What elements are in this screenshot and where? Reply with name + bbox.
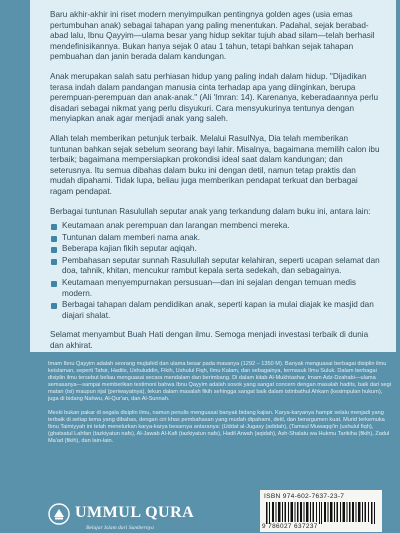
- synopsis-panel: [30, 0, 396, 352]
- publisher-name: UMMUL QURA: [75, 504, 195, 521]
- intro-paragraph-1: Baru akhir-akhir ini riset modern menyimpulkan pentingnya golden ages (usia emas pertumbuhan anak) sebagai tahapan yang paling menentukan. Padahal, sejak berabad-abad lalu, Ibnu Qayyim—ulama besar yang hidup sekitar tujuh abad silam—telah berhasil mendefinisikannya. Bukan hanya sejak 0 atau 1 tahun, tetapi bahkan sejak tahapan pembuahan dan janin berada dalam kandungan.: [50, 10, 375, 62]
- isbn-digits: 9 786027 637237: [262, 523, 318, 530]
- list-item: Beberapa kajian fikih seputar aqiqah.: [50, 244, 382, 255]
- author-bio: [48, 361, 394, 452]
- intro-paragraph-3: Allah telah memberikan petunjuk terbaik. Melalui RasulNya, Dia telah memberikan tuntunan bahkan sejak sebelum seorang bayi lahir. Misalnya, bagaimana memilih calon ibu terbaik; bagaimana mempersiapkan prokondisi ideal saat dalam kandungan; dan seterusnya. Itu semua dibahas dalam buku ini dengan detil, namun tetap praktis dan mudah dipahami. Tidak lupa, beliau juga memberikan pendapat terkuat dan berbagai ragam pendapat.: [50, 133, 380, 196]
- publisher-logo: [48, 498, 208, 532]
- closing-paragraph: Selamat menyambut Buah Hati dengan ilmu. Semoga menjadi investasi terbaik di dunia dan akhirat.: [50, 330, 369, 351]
- list-item: Keutamaan anak perempuan dan larangan membenci mereka.: [50, 221, 382, 232]
- list-item: Pembahasan seputar sunnah Rasulullah seputar kelahiran, seperti ucapan selamat dan doa, tahnik, khitan, mencukur rambut kepala serta sedekah, dan sebagainya.: [50, 256, 382, 277]
- list-item: Tuntunan dalam memberi nama anak.: [50, 233, 382, 244]
- author-bio-paragraph-2: Meski bukan pakar di segala disiplin ilmu, namun penulis menguasai banyak bidang kajian. Karya-karyanya hampir selalu menjadi yang terbaik di setiap tema yang dibahas, dengan ciri khas pembahasan yang mudah dipahami, detil, dan berargumen kuat. Murid terkemuka Ibnu Taimiyyah ini telah menelurkan karya-karya besarnya antaranya: (Uddat al-Jugasy (adidah), (Tamsul Muwaqqi'in (ushulul fiqh), (ghatsatul Lahfan (tazkiyatun nafs), Al-Jawab Al-Kafi (tazkiyatun nafs), Hadil Arwah (aqidah), Ash-Shalatu wa Hukmu Tarikiha (fikih), Zadul Ma'ad (fikih), dan lain-lain.: [48, 410, 390, 444]
- barcode-label: [260, 490, 382, 532]
- list-item: Keutamaan menyempurnakan persusuan—dan ini sejalan dengan temuan medis modern.: [50, 278, 382, 299]
- intro-paragraph-2: Anak merupakan salah satu perhiasan hidup yang paling indah dalam hidup. "Dijadikan terasa indah dalam pandangan manusia cinta terhadap apa yang diinginkan, berupa perempuan-perempuan dan anak-anak." (Ali 'Imran: 14). Karenanya, keberadaannya perlu disadari sebagai nikmat yang perlu disyukuri. Cara mensyukurinya tentunya dengan menyiapkan anak agar menjadi anak yang saleh.: [50, 71, 379, 124]
- features-list: [50, 221, 382, 321]
- publisher-tagline: Belajar Islam dari Sumbernya: [86, 525, 154, 531]
- author-bio-paragraph-1: Imam Ibnu Qayyim adalah seorang mujtahid dan ulama besar pada masanya (1292 – 1350 M). Banyak menguasai berbagai disiplin ilmu keislaman, seperti Tafsir, Hadits, Ushuluddin, Fikih, Ushulul Fiqh, Ilmu Kalam, dan sebagainya, termasuk Ilmu Suluk. Dalam berbagai disiplin ilmu tersebut beliau menguasai secara mendalam dan berimbang. Di dalam kitab Al-Mukhtashar, Imam Adz-Dzahabi—ulama semasanya—sampai memberikan testimoni bahwa Ibnu Qayyim adalah sosok yang sangat concern dengan masalah hadits, baik dari segi matan (isi) maupun rijal (periwayatnya), tekun dalam masalah fikih sehingga sangat baik dalam istinbathul Ahkam (kesimpulan hukum), juga di bidang Nahwu, Al-Qur'an, dan Al-Sunnah.: [48, 361, 391, 402]
- isbn-text: ISBN 974-602-7637-23-7: [264, 493, 345, 500]
- list-item: Berbagai tahapan dalam pendidikan anak, seperti kapan ia mulai diajak ke masjid dan diajari shalat.: [50, 300, 382, 321]
- author-section: [0, 352, 400, 533]
- list-intro: Berbagai tuntunan Rasulullah seputar anak yang terkandung dalam buku ini, antara lain:: [50, 206, 371, 216]
- publisher-emblem-icon: [48, 503, 70, 525]
- barcode-icon: [266, 502, 376, 524]
